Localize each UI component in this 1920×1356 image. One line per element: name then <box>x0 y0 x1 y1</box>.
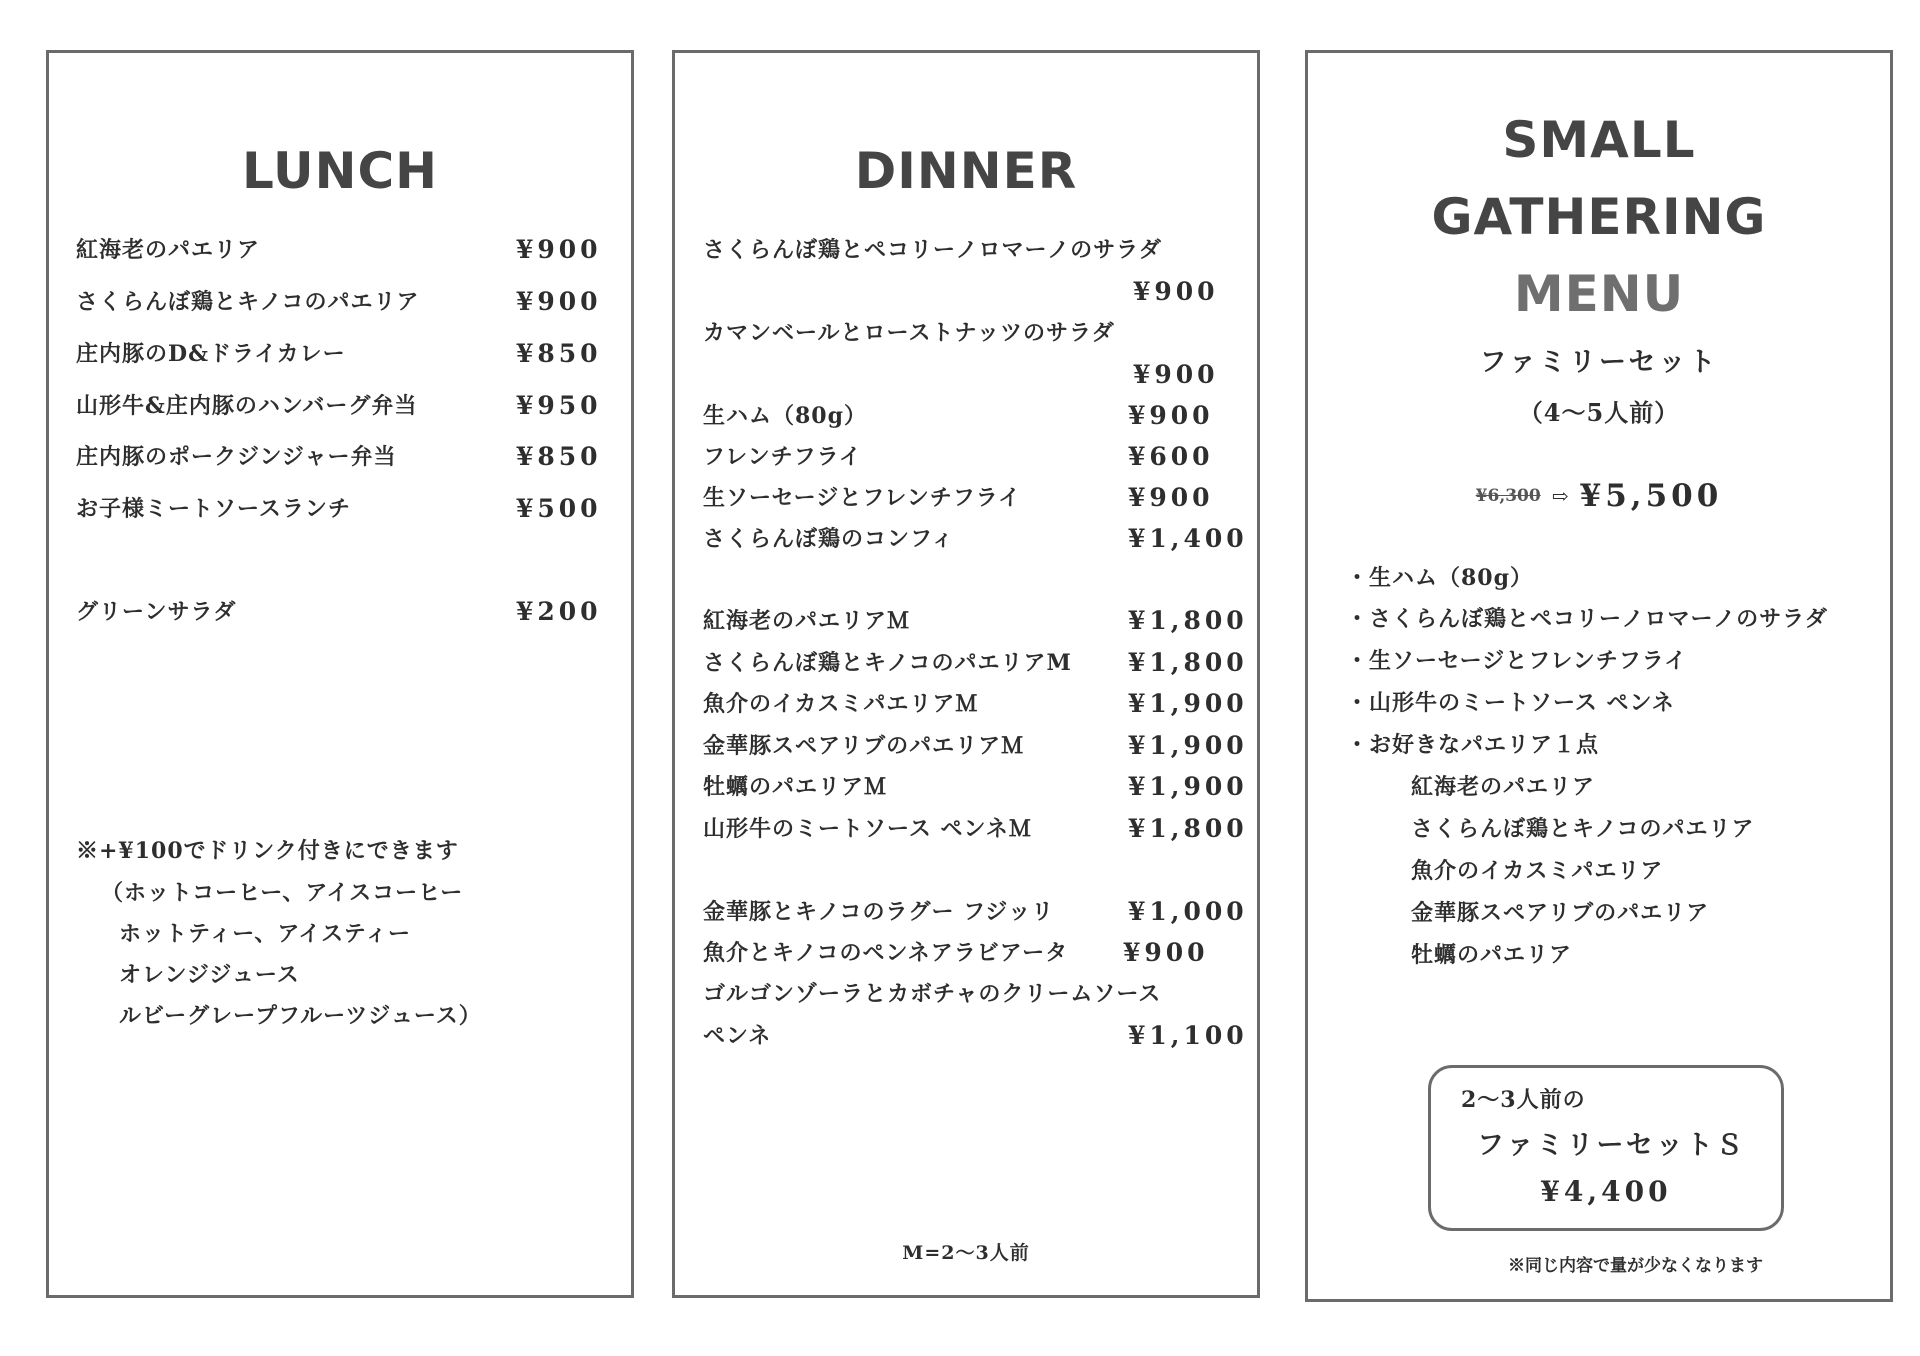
lunch-panel <box>46 50 634 1298</box>
menu-item <box>703 1016 1248 1056</box>
menu-item <box>76 386 602 426</box>
item-name: 金華豚とキノコのラグー フジッリ <box>703 899 1055 925</box>
item-name: 生ハム（80g） <box>703 403 867 429</box>
lunch-title: LUNCH <box>241 142 439 200</box>
item-price: ¥900 <box>516 235 602 264</box>
item-price: ¥1,800 <box>1128 606 1248 635</box>
menu-item-price-line <box>703 272 1243 312</box>
drink-note-line: ホットティー、アイスティー <box>119 921 411 947</box>
item-name: 生ソーセージとフレンチフライ <box>703 485 1022 511</box>
item-name: 庄内豚のD&ドライカレー <box>76 341 346 367</box>
item-name: 庄内豚のポークジンジャー弁当 <box>76 444 397 470</box>
menu-item <box>703 396 1243 436</box>
menu-item <box>703 974 1243 1014</box>
item-price: ¥1,800 <box>1128 814 1248 843</box>
item-name: お子様ミートソースランチ <box>76 496 351 522</box>
item-name: さくらんぼ鶏のコンフィ <box>703 526 955 552</box>
box-note: ※同じ内容で量が少なくなります <box>1508 1256 1763 1276</box>
item-name: 紅海老のパエリアＭ <box>703 608 911 634</box>
list-item: 魚介のイカスミパエリア <box>1411 858 1664 884</box>
item-price: ¥1,900 <box>1128 689 1248 718</box>
menu-item-price-line <box>703 355 1243 395</box>
list-item: 金華豚スペアリブのパエリア <box>1411 900 1710 926</box>
menu-item <box>703 684 1248 724</box>
drink-note-line: ※+¥100でドリンク付きにできます <box>76 838 459 864</box>
item-name: 牡蠣のパエリアＭ <box>703 774 888 800</box>
list-item: ・お好きなパエリア１点 <box>1346 732 1600 758</box>
menu-item <box>703 643 1248 683</box>
item-price: ¥1,400 <box>1128 524 1248 553</box>
set-s-name: ファミリーセットＳ <box>1477 1130 1746 1161</box>
menu-item <box>703 933 1243 973</box>
item-name: カマンベールとローストナッツのサラダ <box>703 320 1115 346</box>
item-name: さくらんぼ鶏とペコリーノロマーノのサラダ <box>703 237 1162 263</box>
arrow-icon: ⇨ <box>1551 484 1569 508</box>
list-item: さくらんぼ鶏とキノコのパエリア <box>1411 816 1755 842</box>
item-price: ¥900 <box>1133 277 1219 306</box>
menu-item <box>76 230 602 270</box>
item-price: ¥1,900 <box>1128 772 1248 801</box>
menu-item <box>703 519 1248 559</box>
item-price: ¥850 <box>516 442 602 471</box>
new-price: ¥5,500 <box>1579 478 1723 514</box>
item-name: さくらんぼ鶏とキノコのパエリアM <box>703 650 1072 676</box>
menu-item <box>703 230 1243 270</box>
dinner-footnote: M=2〜3人前 <box>902 1242 1030 1264</box>
item-name: 山形牛のミートソース ペンネＭ <box>703 816 1032 842</box>
family-set-s-box <box>1428 1065 1784 1231</box>
item-price: ¥1,900 <box>1128 731 1248 760</box>
menu-item <box>703 726 1248 766</box>
menu-item <box>76 282 602 322</box>
list-item: ・山形牛のミートソース ペンネ <box>1346 690 1675 716</box>
item-price: ¥900 <box>1123 938 1209 967</box>
item-price: ¥1,100 <box>1128 1021 1248 1050</box>
dinner-panel <box>672 50 1260 1298</box>
price-line <box>1308 478 1890 522</box>
menu-item <box>703 892 1248 932</box>
item-name: グリーンサラダ <box>76 599 237 625</box>
item-name: ゴルゴンゾーラとカボチャのクリームソース <box>703 981 1162 1007</box>
drink-note-line: （ホットコーヒー、アイスコーヒー <box>101 880 464 906</box>
item-price: ¥200 <box>516 597 602 626</box>
item-name: 魚介のイカスミパエリアＭ <box>703 691 979 717</box>
menu-item <box>703 313 1243 353</box>
item-price: ¥950 <box>516 391 602 420</box>
family-set-name: ファミリーセット <box>1479 347 1719 378</box>
item-name: 紅海老のパエリア <box>76 237 261 263</box>
item-name: 魚介とキノコのペンネアラビアータ <box>703 940 1069 966</box>
item-name: フレンチフライ <box>703 444 862 470</box>
drink-note-line: オレンジジュース <box>119 962 300 988</box>
item-name: 山形牛&庄内豚のハンバーグ弁当 <box>76 393 418 419</box>
item-price: ¥900 <box>516 287 602 316</box>
item-name: 金華豚スペアリブのパエリアＭ <box>703 733 1025 759</box>
menu-item <box>76 437 602 477</box>
list-item: ・さくらんぼ鶏とペコリーノロマーノのサラダ <box>1346 606 1828 632</box>
menu-item <box>703 767 1248 807</box>
item-price: ¥600 <box>1128 442 1214 471</box>
menu-item <box>703 437 1243 477</box>
menu-item <box>703 601 1248 641</box>
item-price: ¥900 <box>1133 360 1219 389</box>
item-price: ¥1,000 <box>1128 897 1248 926</box>
item-price: ¥900 <box>1128 401 1214 430</box>
item-name: さくらんぼ鶏とキノコのパエリア <box>76 289 420 315</box>
item-name: ペンネ <box>703 1023 772 1049</box>
dinner-title: DINNER <box>854 142 1078 200</box>
set-s-price: ¥4,400 <box>1540 1175 1672 1208</box>
menu-item <box>703 478 1243 518</box>
small-gathering-title: SMALL GATHERING MENU <box>1431 111 1767 323</box>
old-price: ¥6,300 <box>1475 486 1541 506</box>
item-price: ¥850 <box>516 339 602 368</box>
list-item: 牡蠣のパエリア <box>1411 942 1573 968</box>
item-price: ¥500 <box>516 494 602 523</box>
menu-item <box>76 489 602 529</box>
menu-item <box>703 809 1248 849</box>
list-item: 紅海老のパエリア <box>1411 774 1596 800</box>
family-set-serving: （4〜5人前） <box>1518 398 1680 427</box>
drink-note-line: ルビーグレープフルーツジュース） <box>119 1003 482 1029</box>
item-price: ¥900 <box>1128 483 1214 512</box>
menu-item <box>76 592 602 632</box>
list-item: ・生ハム（80g） <box>1346 565 1533 591</box>
small-gathering-panel <box>1305 50 1893 1302</box>
list-item: ・生ソーセージとフレンチフライ <box>1346 648 1688 674</box>
item-price: ¥1,800 <box>1128 648 1248 677</box>
menu-item <box>76 334 602 374</box>
set-s-serving: 2〜3人前の <box>1461 1087 1586 1113</box>
